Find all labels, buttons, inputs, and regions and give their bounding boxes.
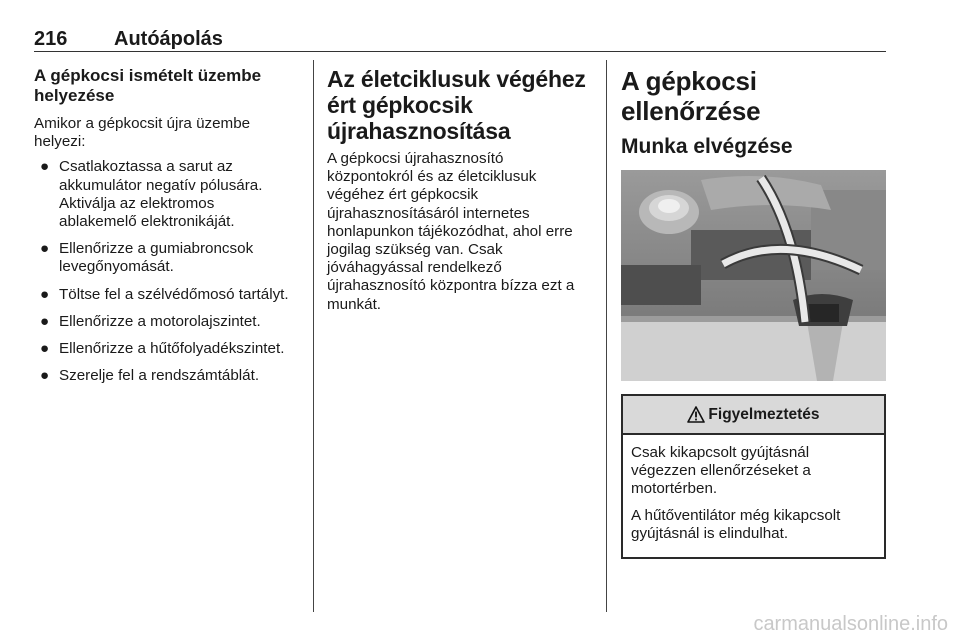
list-item: ● Szerelje fel a rendszámtáblát. (40, 367, 260, 385)
page-header (34, 28, 886, 52)
column-divider (313, 60, 314, 612)
column-vehicle-checks (621, 66, 886, 559)
list-item: ● Csatlakoztassa a sarut az akkumulátor negatív pólusára. Aktiválja az elektromos ablakemelő elektronikáját. (40, 158, 263, 231)
warning-triangle-icon (687, 406, 705, 423)
list-item: ● Ellenőrizze a gumiabroncsok levegőnyomását. (40, 240, 254, 276)
warning-header (623, 396, 884, 435)
warning-body (623, 435, 884, 557)
recommissioning-heading: A gépkocsi ismételt üzembe helyezése (34, 66, 262, 105)
bullet-icon: ● (40, 312, 50, 330)
column-recycling (327, 66, 589, 321)
recommissioning-intro: Amikor a gépkocsit újra üzembe helyezi: (34, 115, 251, 151)
engine-hood-latch-photo (621, 170, 886, 381)
warning-box (621, 394, 886, 559)
recommissioning-list (34, 158, 294, 385)
list-item: ● Ellenőrizze a motorolajszintet. (40, 312, 261, 330)
warning-paragraph: Csak kikapcsolt gyújtásnál végezzen ellenőrzéseket a motortérben. (631, 444, 811, 498)
bullet-icon: ● (40, 340, 50, 358)
list-item: ● Töltse fel a szélvédőmosó tartályt. (40, 285, 289, 303)
warning-paragraph: A hűtőventilátor még kikapcsolt gyújtásnál is elindulhat. (631, 506, 841, 542)
watermark-text: carmanualsonline.info (753, 613, 948, 635)
vehicle-checks-heading: A gépkocsi ellenőrzése (621, 66, 761, 126)
column-recommissioning (34, 66, 294, 394)
bullet-icon: ● (40, 158, 50, 176)
bullet-icon: ● (40, 285, 50, 303)
recycling-body: A gépkocsi újrahasznosító központokról és az életciklusuk végéhez ért gépkocsik újrahasznosításáról internetes honlapunkon tájékozódhat, ahol erre jogilag szükség van. Csak jóváhagyással rendelkező újrahasznosító központra bízza ezt a munkát. (327, 150, 575, 313)
recycling-heading: Az életciklusuk végéhez ért gépkocsik újrahasznosítása (327, 66, 586, 144)
bullet-icon: ● (40, 240, 50, 258)
work-subheading: Munka elvégzése (621, 135, 793, 158)
section-title: Autóápolás (114, 28, 223, 50)
warning-title: Figyelmeztetés (708, 405, 820, 423)
bullet-icon: ● (40, 367, 50, 385)
list-item: ● Ellenőrizze a hűtőfolyadékszintet. (40, 340, 285, 358)
page-number: 216 (34, 28, 68, 50)
header-divider (34, 51, 886, 52)
column-divider (606, 60, 607, 612)
